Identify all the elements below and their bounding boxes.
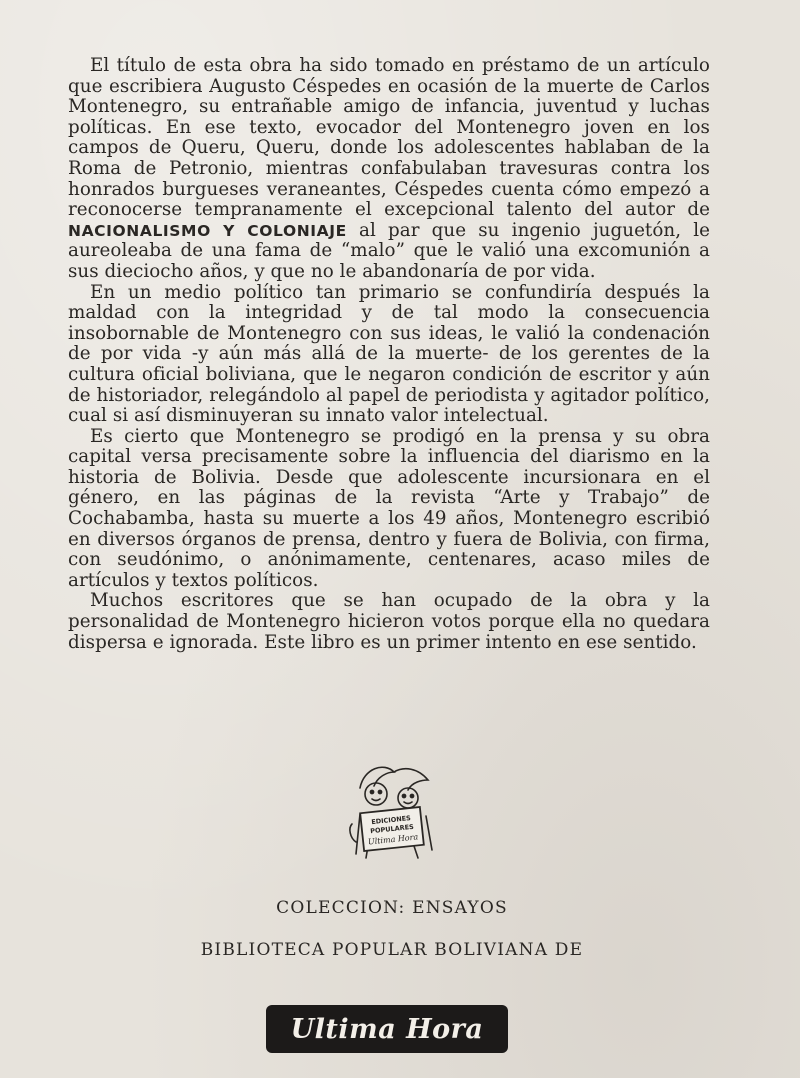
ultima-hora-logo	[266, 1005, 508, 1053]
paragraph-3: Es cierto que Montenegro se prodigó en la prensa y su obra capital versa precisamente sobre la influencia del diarismo en la historia de Bolivia. Desde que adolescente incursionara en el género, en las páginas de la revista “Arte y Trabajo” de Cochabamba, hasta su muerte a los 49 años, Montenegro escribió en diversos órganos de prensa, dentro y fuera de Bolivia, con firma, con seudónimo, o anónimamente, centenares, acaso miles de artículos y textos políticos.	[68, 425, 710, 591]
paragraph-1-start: El título de esta obra ha sido tomado en préstamo de un artículo que escribiera Augusto Céspedes en ocasión de la muerte de Carlos Montenegro, su entrañable amigo de infancia, juventud y luchas políticas. En ese texto, evocador del Montenegro joven en los campos de Queru, Queru, donde los adolescentes hablaban de la Roma de Petronio, mientras confabulaban travesuras contra los honrados burgueses veraneantes, Céspedes cuenta cómo empezó a reconocerse tempranamente el excepcional talento del autor de	[68, 55, 710, 221]
paragraph-4: Muchos escritores que se han ocupado de la obra y la personalidad de Montenegro hicieron votos porque ella no quedara dispersa e ignorada. Este libro es un primer intento en ese sentido.	[68, 590, 710, 653]
synopsis-text	[68, 56, 710, 653]
publisher-emblem-icon	[338, 758, 442, 862]
collection-line: COLECCION: ENSAYOS	[276, 898, 508, 918]
paragraph-2: En un medio político tan primario se confundiría después la maldad con la integridad y de tal modo la consecuencia insobornable de Montenegro con sus ideas, le valió la condenación de por vida -y aún más allá de la muerte- de los gerentes de la cultura oficial boliviana, que le negaron condición de escritor y aún de historiador, relegándolo al papel de periodista y agitador político, cual si así disminuyeran su innato valor intelectual.	[68, 281, 710, 427]
emblem-label-1: EDICIONES	[370, 814, 412, 827]
logo-text: Ultima Hora	[290, 1013, 484, 1045]
paragraph-1-end: al par que su ingenio juguetón, le aureoleaba de una fama de “malo” que le valió una excomunión a sus dieciocho años, y que no le abandonaría de por vida.	[68, 219, 710, 282]
book-title-caps: NACIONALISMO Y COLONIAJE	[68, 221, 347, 240]
emblem-label-3: Ultima Hora	[367, 832, 419, 847]
emblem-label-2: POPULARES	[369, 822, 415, 836]
library-line: BIBLIOTECA POPULAR BOLIVIANA DE	[200, 940, 584, 960]
paragraph-1	[68, 56, 710, 283]
